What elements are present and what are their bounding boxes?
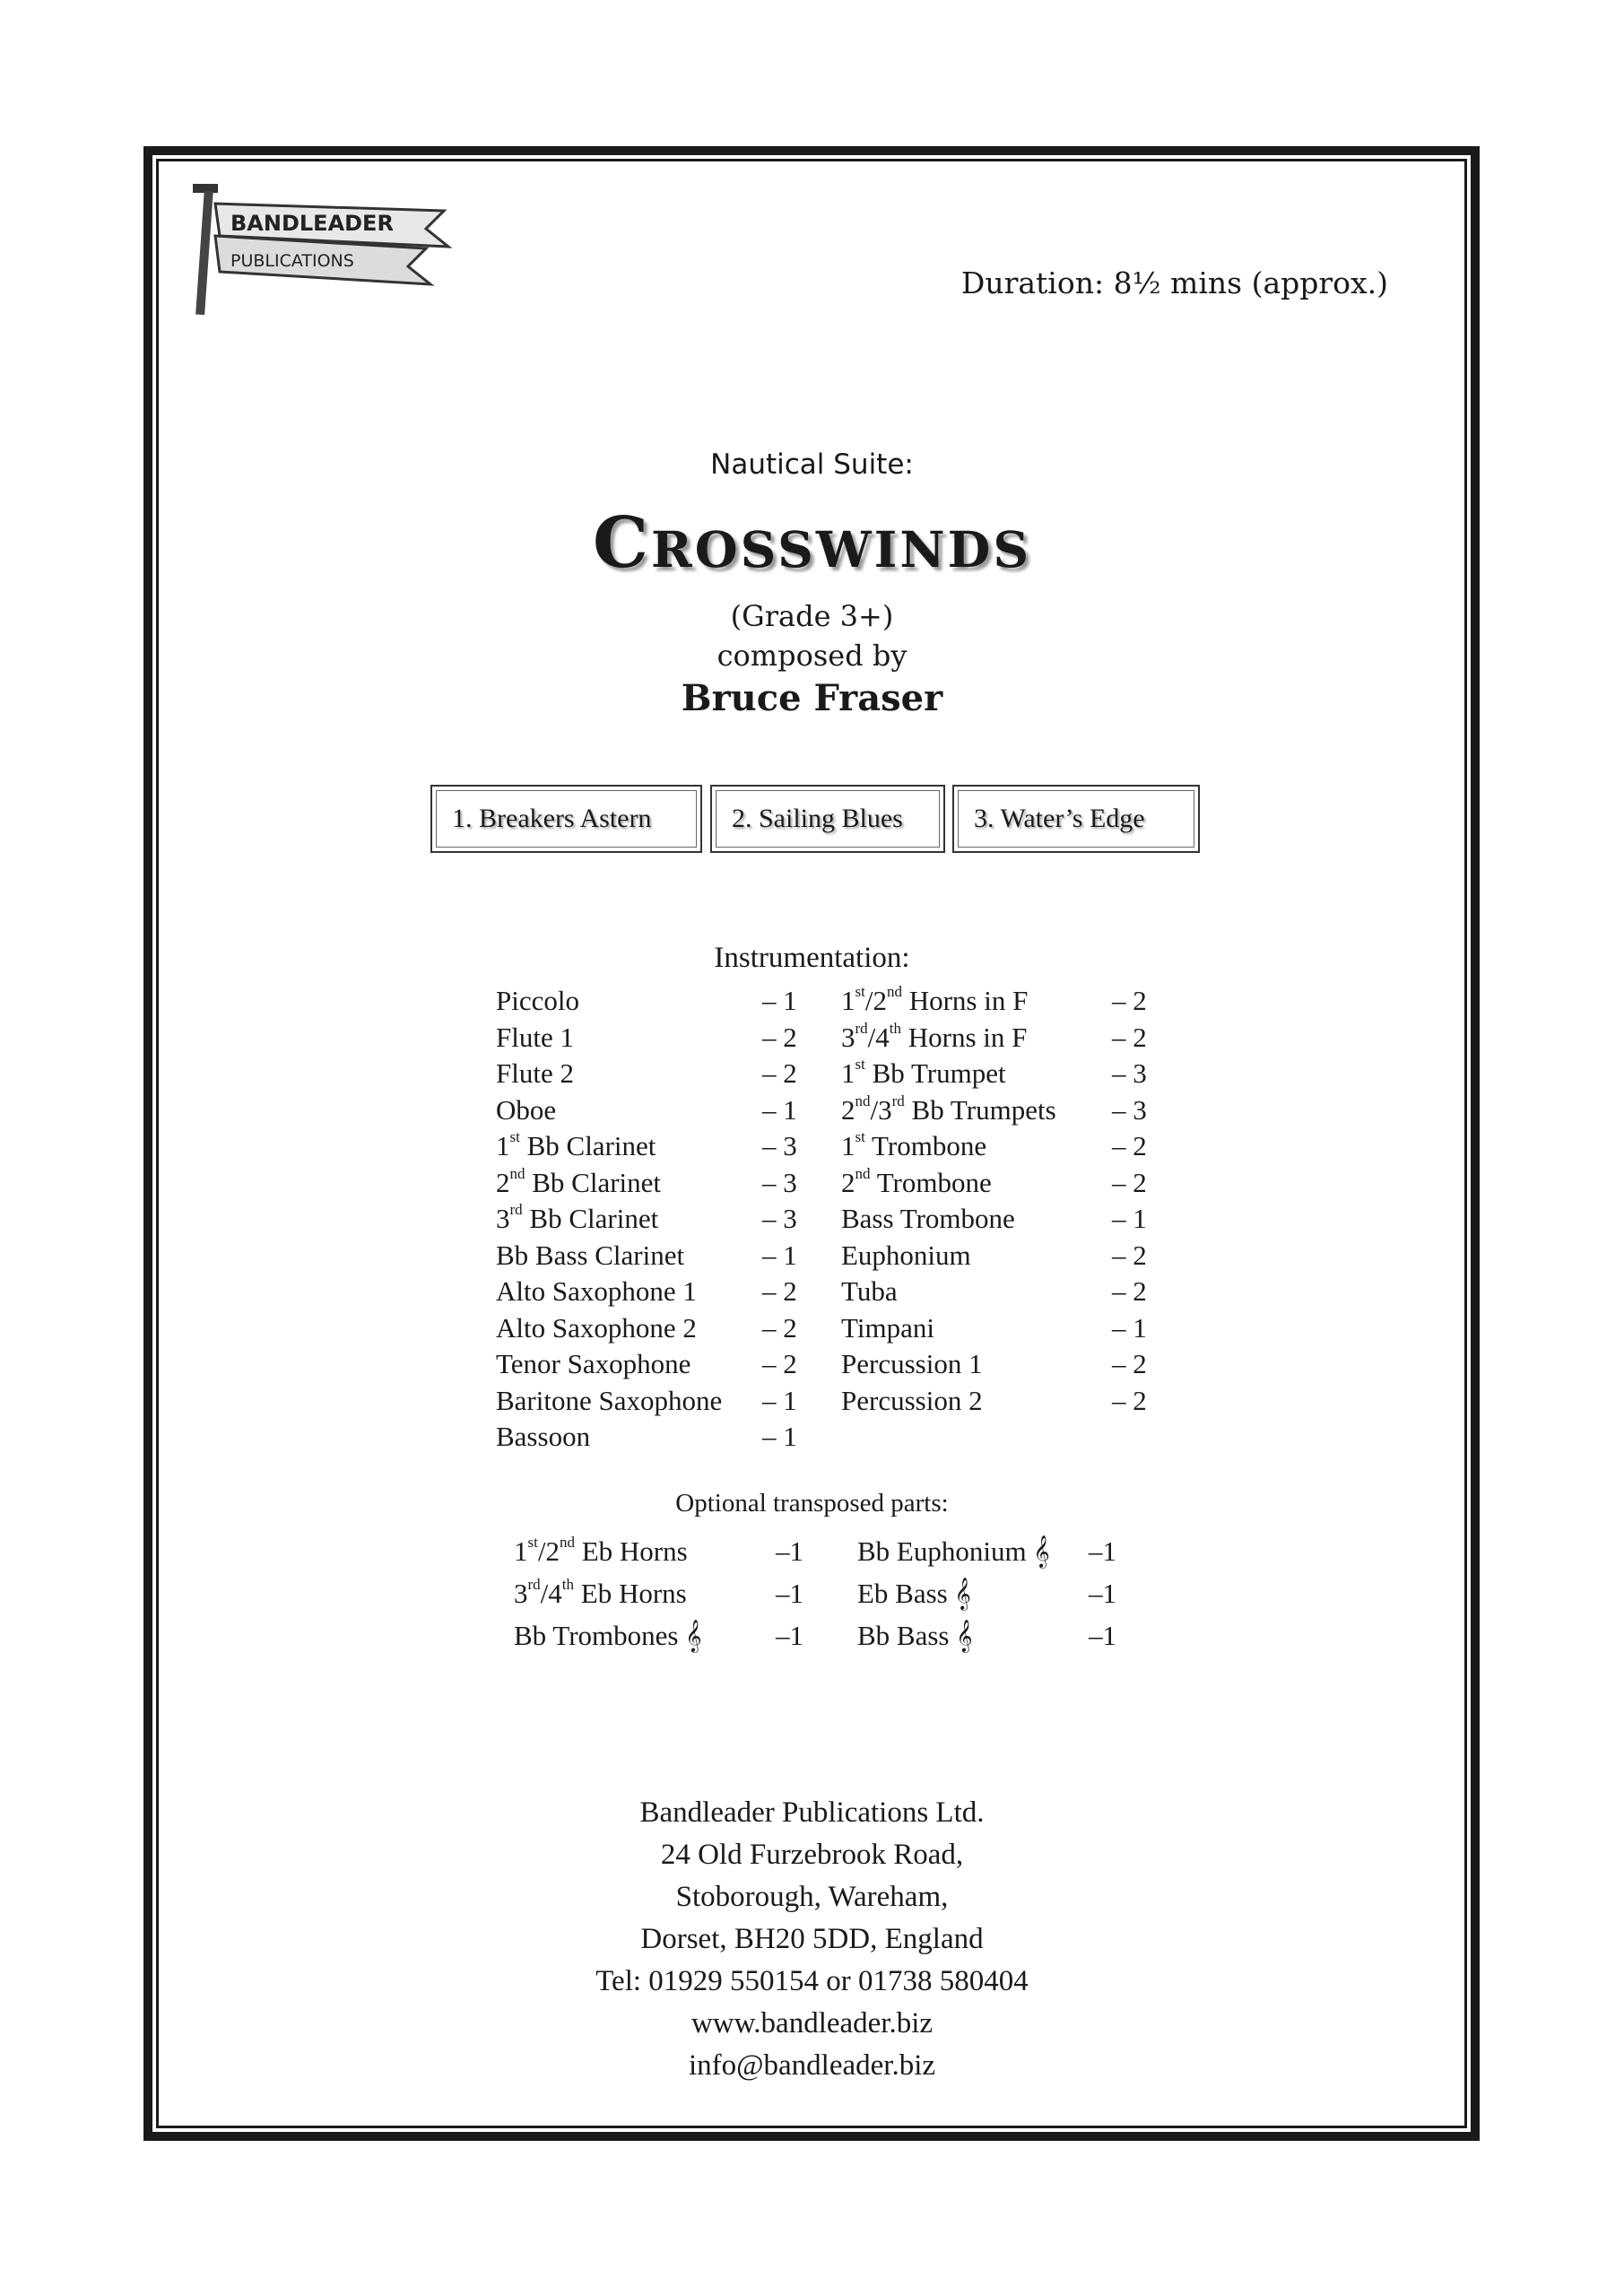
instrument-name: Percussion 2 xyxy=(841,1384,983,1416)
instrumentation-heading: Instrumentation: xyxy=(714,942,910,974)
instrument-name: 1st Trombone xyxy=(841,1128,987,1161)
instrument-count: – 1 xyxy=(762,1239,797,1271)
instrument-name: 2nd/3rd Bb Trumpets xyxy=(841,1091,1056,1126)
composed-by-label: composed by xyxy=(716,639,908,673)
piece-title: Crosswinds xyxy=(592,502,1032,584)
composer-name: Bruce Fraser xyxy=(681,677,943,719)
grade: (Grade 3+) xyxy=(730,599,894,633)
instrument-count: – 2 xyxy=(1112,1130,1147,1161)
instrument-name: 3rd/4th Eb Horns xyxy=(514,1576,687,1609)
address-email: info@bandleader.biz xyxy=(688,2049,936,2082)
instrument-count: – 1 xyxy=(762,1384,797,1416)
instrument-name: Baritone Saxophone xyxy=(496,1384,723,1416)
instrument-count: – 2 xyxy=(762,1057,797,1089)
optional-parts-heading: Optional transposed parts: xyxy=(675,1489,949,1518)
instrument-count: – 2 xyxy=(1112,1348,1147,1379)
instrument-name: 2nd Trombone xyxy=(841,1164,992,1198)
instrument-name: Tuba xyxy=(841,1275,898,1307)
instrument-count: – 3 xyxy=(1112,1093,1147,1126)
instrument-name: 3rd Bb Clarinet xyxy=(496,1201,659,1234)
instrument-name: Piccolo xyxy=(496,985,579,1016)
movement-1: 1. Breakers Astern xyxy=(430,785,702,853)
instrument-name: Flute 1 xyxy=(496,1021,574,1053)
duration: Duration: 8½ mins (approx.) xyxy=(960,265,1388,300)
address-town: Stoborough, Wareham, xyxy=(675,1881,949,1913)
instrument-count: – 2 xyxy=(1112,1021,1147,1053)
instrument-name: Eb Bass 𝄞 xyxy=(857,1578,971,1609)
instrument-count: – 3 xyxy=(1112,1057,1147,1089)
instrument-count: – 2 xyxy=(762,1275,797,1307)
instrument-count: – 2 xyxy=(1112,985,1147,1016)
instrument-name: Alto Saxophone 1 xyxy=(496,1275,697,1307)
instrument-name: Bb Euphonium 𝄞 xyxy=(857,1535,1050,1567)
instrument-count: – 3 xyxy=(762,1166,797,1198)
instrument-count: –1 xyxy=(776,1620,803,1651)
instrument-count: – 2 xyxy=(762,1348,797,1379)
instrument-count: –1 xyxy=(1089,1535,1116,1567)
logo-line1: BANDLEADER xyxy=(230,211,394,236)
instrument-count: – 1 xyxy=(762,1093,797,1126)
instrument-name: Flute 2 xyxy=(496,1057,574,1089)
publisher-name: Bandleader Publications Ltd. xyxy=(639,1796,985,1829)
instrument-name: 1st/2nd Horns in F xyxy=(841,983,1029,1016)
instrument-count: –1 xyxy=(776,1578,803,1609)
logo-line2: PUBLICATIONS xyxy=(230,251,354,271)
bandleader-logo xyxy=(184,184,462,318)
instrument-name: Timpani xyxy=(841,1311,934,1344)
instrument-name: Bass Trombone xyxy=(841,1203,1015,1234)
instrument-count: – 2 xyxy=(762,1311,797,1344)
instrument-count: – 2 xyxy=(1112,1166,1147,1198)
instrument-count: –1 xyxy=(776,1535,803,1567)
instrument-count: – 2 xyxy=(1112,1275,1147,1307)
instrument-name: Percussion 1 xyxy=(841,1348,983,1379)
address-website: www.bandleader.biz xyxy=(690,2007,934,2039)
movement-2: 2. Sailing Blues xyxy=(710,785,945,853)
instrument-name: 1st Bb Clarinet xyxy=(496,1128,656,1161)
instrument-count: – 1 xyxy=(1112,1311,1147,1344)
suite-subtitle: Nautical Suite: xyxy=(710,448,914,481)
instrument-name: Bb Bass 𝄞 xyxy=(857,1620,973,1651)
instrument-count: –1 xyxy=(1089,1620,1116,1651)
address-county: Dorset, BH20 5DD, England xyxy=(640,1923,984,1955)
instrument-name: 1st Bb Trumpet xyxy=(841,1056,1006,1089)
address-street: 24 Old Furzebrook Road, xyxy=(660,1839,964,1871)
instrument-count: – 2 xyxy=(762,1021,797,1053)
instrument-name: Bassoon xyxy=(496,1421,591,1452)
instrument-count: – 1 xyxy=(1112,1203,1147,1234)
instrument-name: Alto Saxophone 2 xyxy=(496,1311,697,1344)
address-phone: Tel: 01929 550154 or 01738 580404 xyxy=(595,1965,1029,1997)
movement-3: 3. Water’s Edge xyxy=(952,785,1200,853)
instrument-count: – 2 xyxy=(1112,1384,1147,1416)
instrument-count: –1 xyxy=(1089,1578,1116,1609)
instrument-name: Tenor Saxophone xyxy=(496,1348,691,1379)
instrument-name: Bb Bass Clarinet xyxy=(496,1239,685,1271)
instrument-name: 1st/2nd Eb Horns xyxy=(514,1534,688,1567)
instrument-count: – 1 xyxy=(762,1421,797,1452)
instrument-name: Bb Trombones 𝄞 xyxy=(514,1620,702,1651)
instrument-name: 2nd Bb Clarinet xyxy=(496,1164,662,1198)
instrument-name: 3rd/4th Horns in F xyxy=(841,1019,1028,1053)
instrument-count: – 3 xyxy=(762,1203,797,1234)
instrument-count: – 3 xyxy=(762,1130,797,1161)
publisher-address xyxy=(0,1792,1624,2087)
instrument-count: – 1 xyxy=(762,985,797,1016)
instrument-name: Oboe xyxy=(496,1093,557,1126)
instrument-count: – 2 xyxy=(1112,1239,1147,1271)
instrument-name: Euphonium xyxy=(841,1239,971,1271)
